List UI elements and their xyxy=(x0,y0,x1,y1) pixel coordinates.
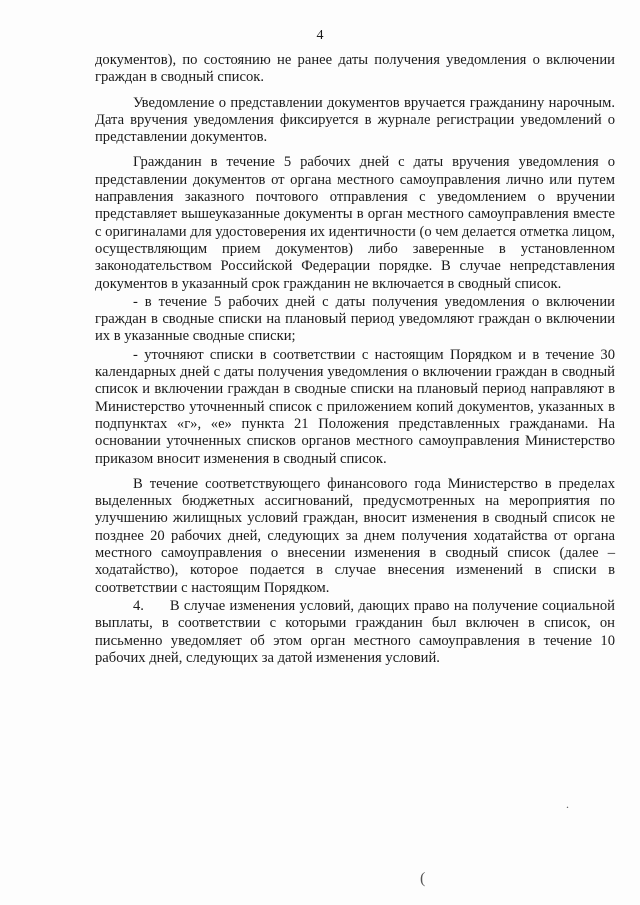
paragraph-notice-delivery: Уведомление о представлении документов вручается гражданину нарочным. Дата вручения уведомления фиксируется в журнале регистрации уведомлений о представлении документов. xyxy=(95,94,615,146)
paragraph-document-submission: Гражданин в течение 5 рабочих дней с даты вручения уведомления о представлении документов от органа местного самоуправления лично или путем направления заказного почтового отправления с уведомлением о вручении представляет вышеуказанные документы в орган местного самоуправления вместе с оригиналами для удостоверения их идентичности (о чем делается отметка лицом, осуществляющим прием документов) либо заверенные в установленном законодательством Российской Федерации порядке. В случае непредставления документов в указанный срок гражданин не включается в сводный список. xyxy=(95,154,615,292)
handwritten-mark: ( xyxy=(420,870,426,887)
page-number: 4 xyxy=(316,28,324,43)
paragraph-ministry-changes: В течение соответствующего финансового года Министерство в пределах выделенных бюджетных ассигнований, предусмотренных на мероприятия по улучшению жилищных условий граждан, вносит изменения в сводный список не позднее 20 рабочих дней, следующих за днем получения ходатайства от органа местного самоуправления о внесении изменения в сводный список (далее – ходатайство), которое подается в случае внесения изменений в списки в соответствии с настоящим Порядком. xyxy=(95,475,615,596)
stray-dot-mark: . xyxy=(566,797,569,811)
paragraph-continuation: документов), по состоянию не ранее даты получения уведомления о включении граждан в сводный список. xyxy=(95,52,615,86)
list-item-refine-lists: - уточняют списки в соответствии с настоящим Порядком и в течение 30 календарных дней с даты получения уведомления о включении граждан в сводный список и включении граждан в сводные списки на плановый период направляют в Министерство уточненный список с приложением копий документов, указанных в подпунктах «г», «е» пункта 21 Положения представленных гражданами. На основании уточненных списков органов местного самоуправления Министерство приказом вносит изменения в сводный список. xyxy=(95,346,615,467)
document-body xyxy=(95,52,615,667)
list-item-notify-citizens: - в течение 5 рабочих дней с даты получения уведомления о включении граждан в сводные списки на плановый период уведомляют граждан о включении их в указанные сводные списки; xyxy=(95,293,615,345)
paragraph-item-4: 4. В случае изменения условий, дающих право на получение социальной выплаты, в соответствии с которыми гражданин был включен в список, он письменно уведомляет об этом орган местного самоуправления в течение 10 рабочих дней, следующих за датой изменения условий. xyxy=(95,597,615,666)
